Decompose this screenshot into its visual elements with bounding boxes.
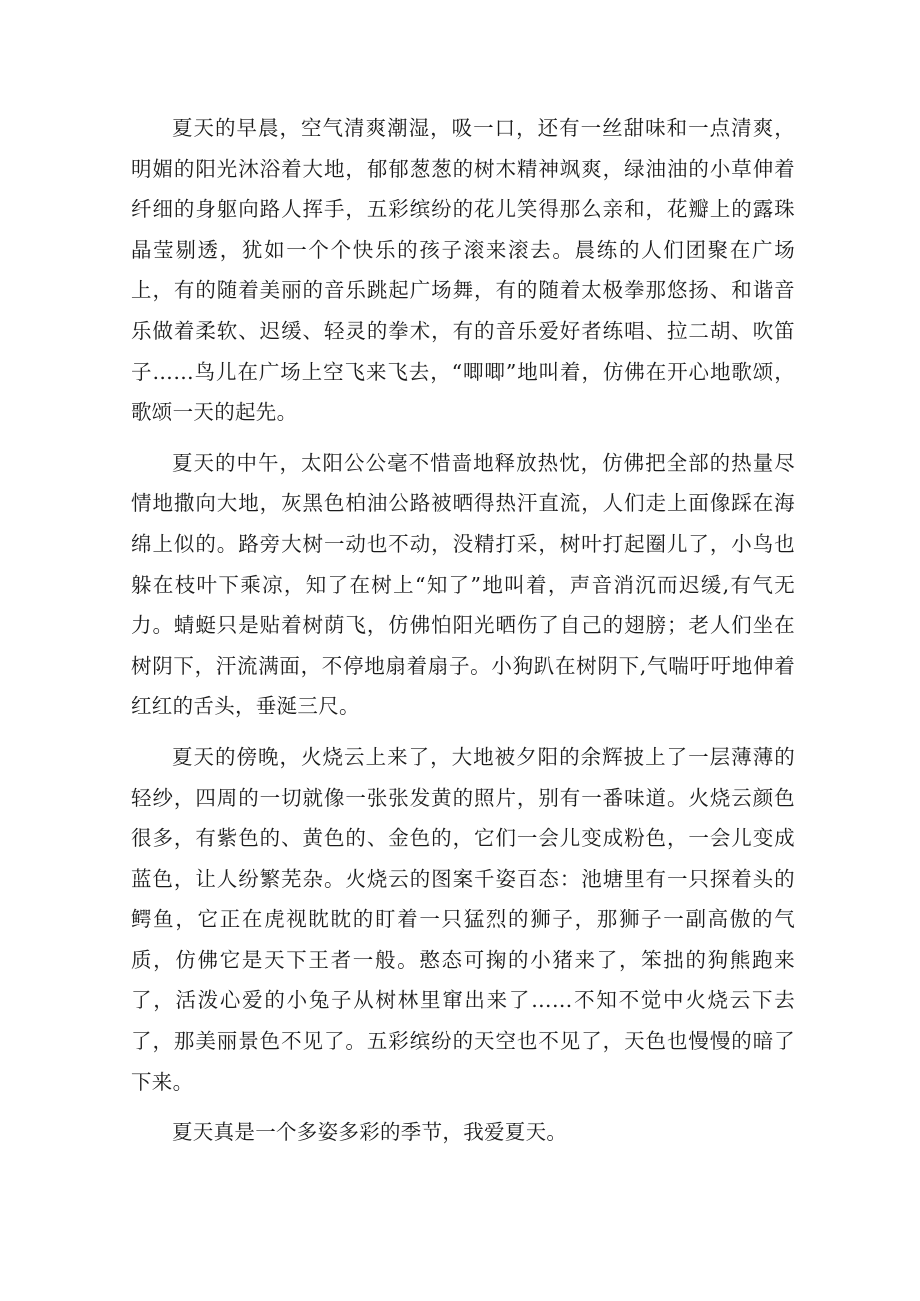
paragraph-noon: 夏天的中午，太阳公公毫不惜啬地释放热忱，仿佛把全部的热量尽情地撒向大地，灰黑色柏油公路被晒得热汗直流，人们走上面像踩在海绵上似的。路旁大树一动也不动，没精打采，树叶打起圈儿了，小鸟也躲在枝叶下乘凉，知了在树上“知了”地叫着，声音消沉而迟缓,有气无力。蜻蜓只是贴着树荫飞，仿佛怕阳光晒伤了自己的翅膀；老人们坐在树阴下，汗流满面，不停地扇着扇子。小狗趴在树阴下,气喘吁吁地伸着红红的舌头，垂涎三尺。 [131, 450, 795, 719]
document-body [131, 108, 795, 1153]
paragraph-conclusion: 夏天真是一个多姿多彩的季节，我爱夏天。 [172, 1120, 568, 1145]
paragraph-evening: 夏天的傍晚，火烧云上来了，大地被夕阳的余辉披上了一层薄薄的轻纱，四周的一切就像一张张发黄的照片，别有一番味道。火烧云颜色很多，有紫色的、黄色的、金色的，它们一会儿变成粉色，一会儿变成蓝色，让人纷繁芜杂。火烧云的图案千姿百态：池塘里有一只探着头的鳄鱼，它正在虎视眈眈的盯着一只猛烈的狮子，那狮子一副高傲的气质，仿佛它是天下王者一般。憨态可掬的小猪来了，笨拙的狗熊跑来了，活泼心爱的小兔子从树林里窜出来了……不知不觉中火烧云下去了，那美丽景色不见了。五彩缤纷的天空也不见了，天色也慢慢的暗了下来。 [131, 744, 795, 1094]
paragraph-morning: 夏天的早晨，空气清爽潮湿，吸一口，还有一丝甜味和一点清爽，明媚的阳光沐浴着大地，郁郁葱葱的树木精神飒爽，绿油油的小草伸着纤细的身躯向路人挥手，五彩缤纷的花儿笑得那么亲和，花瓣上的露珠晶莹剔透，犹如一个个快乐的孩子滚来滚去。晨练的人们团聚在广场上，有的随着美丽的音乐跳起广场舞，有的随着太极拳那悠扬、和谐音乐做着柔软、迟缓、轻灵的拳术，有的音乐爱好者练唱、拉二胡、吹笛子……鸟儿在广场上空飞来飞去，“唧唧”地叫着，仿佛在开心地歌颂，歌颂一天的起先。 [131, 116, 795, 425]
